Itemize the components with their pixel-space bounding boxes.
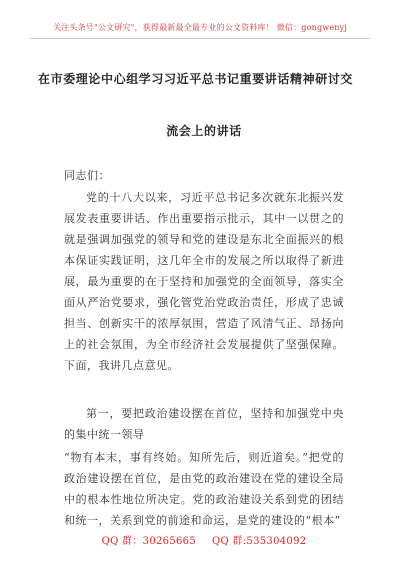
footer-contact xyxy=(0,532,408,547)
document-title-line-2: 流会上的讲话 xyxy=(166,124,242,138)
header-divider xyxy=(30,38,370,39)
section-heading-first: 第一，要把政治建设摆在首位，坚持和加强党中央的集中统一领导 xyxy=(64,407,344,441)
footer-qq-group-1: QQ 群：30265665 xyxy=(101,536,196,547)
greeting: 同志们： xyxy=(64,169,110,182)
footer-qq-group-2: QQ 群:535304092 xyxy=(211,536,307,547)
paragraph-quote: “物有本末，事有终始。知所先后，则近道矣。”把党的政治建设摆在首位，是由党的政治建设在党的建设全局中的根本性地位所决定。党的政治建设关系到党的团结和统一，关系到党的前途和命运，是党的建设的“根本” xyxy=(64,451,344,527)
header-notice: 关注头条号"公文研究"，获得最新最全最专业的公文资料库！ 微信：gongwenyj xyxy=(52,23,348,32)
document-title-line-1: 在市委理论中心组学习习近平总书记重要讲话精神研讨交 xyxy=(38,72,354,86)
paragraph-intro: 党的十八大以来，习近平总书记多次就东北振兴发展发表重要讲话、作出重要指示批示，其中一以贯之的就是强调加强党的领导和党的建设是东北全面振兴的根本保证实践证明，这几年全市的发展之所以取得了新进展，最为重要的在于坚持和加强党的全面领导，落实全面从严治党要求，强化管党治党政治责任，形成了忠诚担当、创新实干的浓厚氛围，营造了风清气正、昂扬向上的社会氛围，为全市经济社会发展提供了坚强保障。下面，我讲几点意见。 xyxy=(64,191,344,372)
